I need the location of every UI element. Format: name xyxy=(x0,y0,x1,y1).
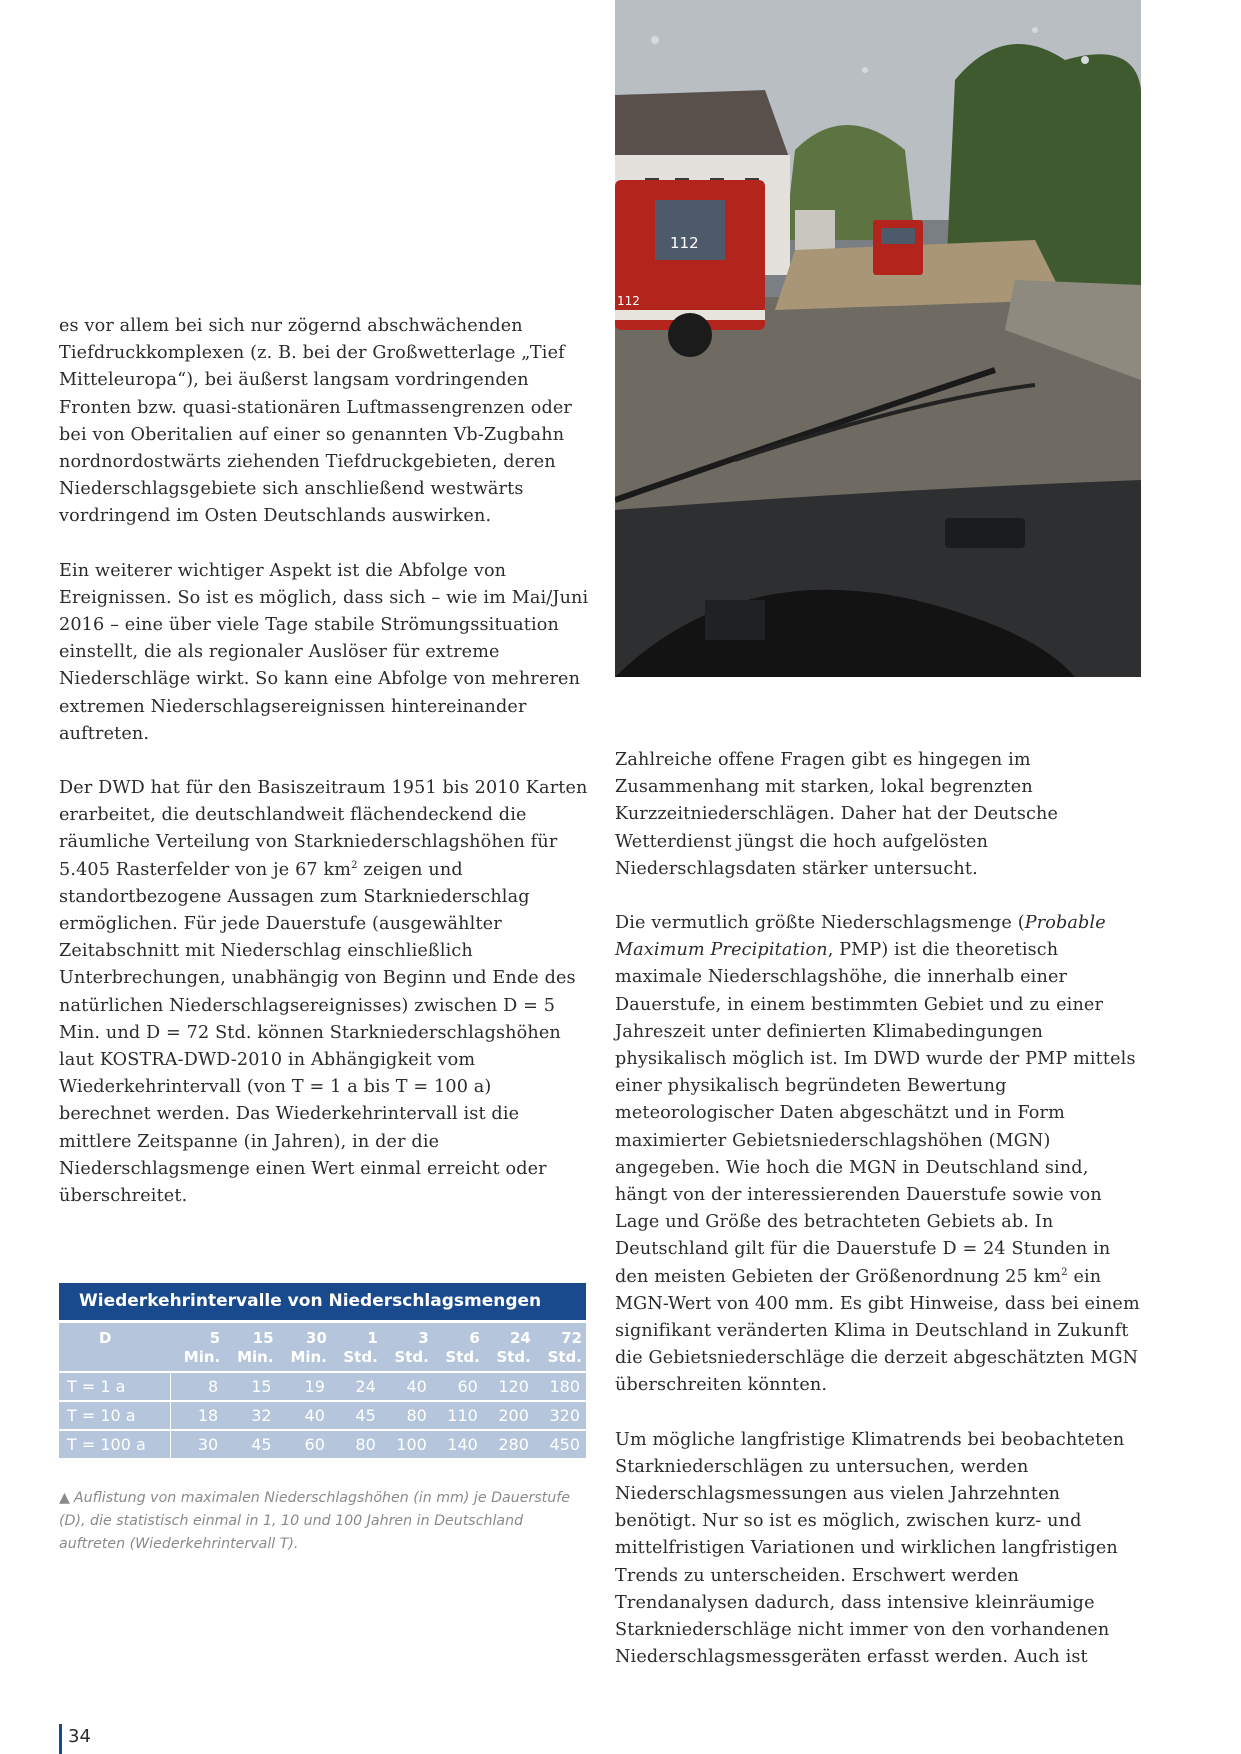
table-row xyxy=(59,1401,586,1430)
table-cell: 15 xyxy=(224,1372,277,1401)
table-row xyxy=(59,1430,586,1458)
page-number: 34 xyxy=(59,1724,91,1754)
text-fragment: zeigen und standortbezogene Aussagen zum Starkniederschlag ermöglichen. Für jede Dauerstufe (ausgewählter Zeitabschnitt mit Niederschlag einschließlich Unterbrechungen, unabhängig von Beginn und Ende des natürlichen Niederschlagsereignisses) zwischen D = 5 Min. und D = 72 Std. können Starkniederschlagshöhen laut KOSTRA-DWD-2010 in Abhängigkeit vom Wiederkehrintervall (von T = 1 a bis T = 100 a) berechnet werden. Das Wiederkehrintervall ist die mittlere Zeitspanne (in Jahren), in der die Niederschlagsmenge einen Wert einmal erreicht oder überschreitet. xyxy=(59,859,576,1207)
table-cell: 280 xyxy=(484,1430,535,1458)
row-label: T = 100 a xyxy=(59,1430,171,1458)
text-fragment: Die vermutlich größte Niederschlagsmenge ( xyxy=(615,913,1025,934)
right-text-column xyxy=(615,747,1145,1672)
table-header-row xyxy=(59,1323,586,1372)
table-cell: 200 xyxy=(484,1401,535,1430)
paragraph: Zahlreiche offene Fragen gibt es hingegen im Zusammenhang mit starken, lokal begrenzten Kurzzeitniederschlägen. Daher hat der Deutsche Wetterdienst jüngst die hoch aufgelösten Niederschlagsdaten stärker untersucht. xyxy=(615,750,1059,879)
superscript: 2 xyxy=(1061,1266,1068,1278)
text-fragment: ein MGN-Wert von 400 mm. Es gibt Hinweise, dass bei einem signifikant veränderten Klima in Deutschland in Zukunft die Gebietsniederschläge die derzeit abgeschätzten MGN überschreiten könnten. xyxy=(615,1266,1140,1396)
triangle-up-icon: ▲ xyxy=(59,1490,70,1506)
table-cell: 80 xyxy=(331,1430,382,1458)
text-fragment: , PMP) ist die theoretisch maximale Niederschlagshöhe, die innerhalb einer Dauerstufe, in einem bestimmten Gebiet und zu einer Jahreszeit unter definierten Klimabedingungen physikalisch möglich ist. Im DWD wurde der PMP mittels einer physikalisch begründeten Bewertung meteorologischer Daten abgeschätzt und in Form maximierter Gebietsniederschlagshöhen (MGN) angegeben. Wie hoch die MGN in Deutschland sind, hängt von der interessierenden Dauerstufe sowie von Lage und Größe des betrachteten Gebiets ab. In Deutschland gilt für die Dauerstufe D = 24 Stunden in den meisten Gebieten der Größenordnung 25 km xyxy=(615,940,1136,1287)
row-label: T = 10 a xyxy=(59,1401,171,1430)
flood-photo xyxy=(615,0,1141,677)
table-cell: 8 xyxy=(171,1372,224,1401)
table-cell: 180 xyxy=(535,1372,586,1401)
table-cell: 40 xyxy=(382,1372,433,1401)
table-cell: 140 xyxy=(433,1430,484,1458)
paragraph xyxy=(59,775,589,1210)
table-row xyxy=(59,1372,586,1401)
table-cell: 18 xyxy=(171,1401,224,1430)
recurrence-table xyxy=(59,1323,586,1458)
table-cell: 320 xyxy=(535,1401,586,1430)
table-cell: 450 xyxy=(535,1430,586,1458)
truck-number-left: 112 xyxy=(670,234,699,252)
header-cell: 30 Min. xyxy=(278,1323,331,1372)
truck-number-left-2: 112 xyxy=(617,294,640,308)
table-cell: 60 xyxy=(278,1430,331,1458)
table-title: Wiederkehrintervalle von Niederschlagsmengen xyxy=(59,1283,586,1320)
recurrence-table-box xyxy=(59,1283,586,1458)
table-cell: 32 xyxy=(224,1401,277,1430)
table-cell: 19 xyxy=(278,1372,331,1401)
paragraph: Um mögliche langfristige Klimatrends bei beobachteten Starkniederschlägen zu untersuchen, werden Niederschlagsmessungen aus vielen Jahrzehnten benötigt. Nur so ist es möglich, zwischen kurz- und mittelfristigen Variationen und wirklichen langfristigen Trends zu unterscheiden. Erschwert werden Trendanalysen dadurch, dass intensive kleinräumige Starkniederschläge nicht immer von den vorhandenen Niederschlagsmessgeräten erfasst werden. Auch ist xyxy=(615,1429,1125,1668)
table-cell: 30 xyxy=(171,1430,224,1458)
table-cell: 110 xyxy=(433,1401,484,1430)
header-cell: 6 Std. xyxy=(433,1323,484,1372)
table-cell: 45 xyxy=(331,1401,382,1430)
text-fragment: Der DWD hat für den Basiszeitraum 1951 bis 2010 Karten erarbeitet, die deutschlandweit flächendeckend die räumliche Verteilung von Starkniederschlagshöhen für 5.405 Rasterfelder von je 67 km xyxy=(59,778,588,880)
header-cell: 3 Std. xyxy=(382,1323,433,1372)
table-cell: 60 xyxy=(433,1372,484,1401)
emphasis-term: Probable Maximum Precipitation xyxy=(615,913,1106,961)
paragraph: es vor allem bei sich nur zögernd abschwächenden Tiefdruckkomplexen (z. B. bei der Großwetterlage „Tief Mitteleuropa“), bei äußerst langsam vordringenden Fronten bzw. quasi-stationären Luftmassengrenzen oder bei von Oberitalien auf einer so genannten Vb-Zugbahn nordnordostwärts ziehenden Tiefdruckgebieten, deren Niederschlagsgebiete sich anschließend westwärts vordringend im Osten Deutschlands auswirken. xyxy=(59,316,572,527)
header-cell: 1 Std. xyxy=(331,1323,382,1372)
paragraph xyxy=(615,910,1145,1400)
table-cell: 24 xyxy=(331,1372,382,1401)
table-cell: 40 xyxy=(278,1401,331,1430)
table-cell: 100 xyxy=(382,1430,433,1458)
header-cell: D xyxy=(59,1323,171,1372)
left-text-column xyxy=(59,313,589,1210)
table-cell: 45 xyxy=(224,1430,277,1458)
row-label: T = 1 a xyxy=(59,1372,171,1401)
table-cell: 80 xyxy=(382,1401,433,1430)
paragraph: Ein weiterer wichtiger Aspekt ist die Abfolge von Ereignissen. So ist es möglich, dass sich – wie im Mai/Juni 2016 – eine über viele Tage stabile Strömungssituation einstellt, die als regionaler Auslöser für extreme Niederschläge wirkt. So kann eine Abfolge von mehreren extremen Niederschlagsereignissen hintereinander auftreten. xyxy=(59,560,589,744)
header-cell: 24 Std. xyxy=(484,1323,535,1372)
caption-text: Auflistung von maximalen Niederschlagshöhen (in mm) je Dauerstufe (D), die statistisch einmal in 1, 10 und 100 Jahren in Deutschland auftreten (Wiederkehrintervall T). xyxy=(59,1490,570,1552)
header-cell: 15 Min. xyxy=(224,1323,277,1372)
table-cell: 120 xyxy=(484,1372,535,1401)
superscript: 2 xyxy=(351,859,358,871)
table-caption xyxy=(59,1487,579,1556)
header-cell: 72 Std. xyxy=(535,1323,586,1372)
header-cell: 5 Min. xyxy=(171,1323,224,1372)
